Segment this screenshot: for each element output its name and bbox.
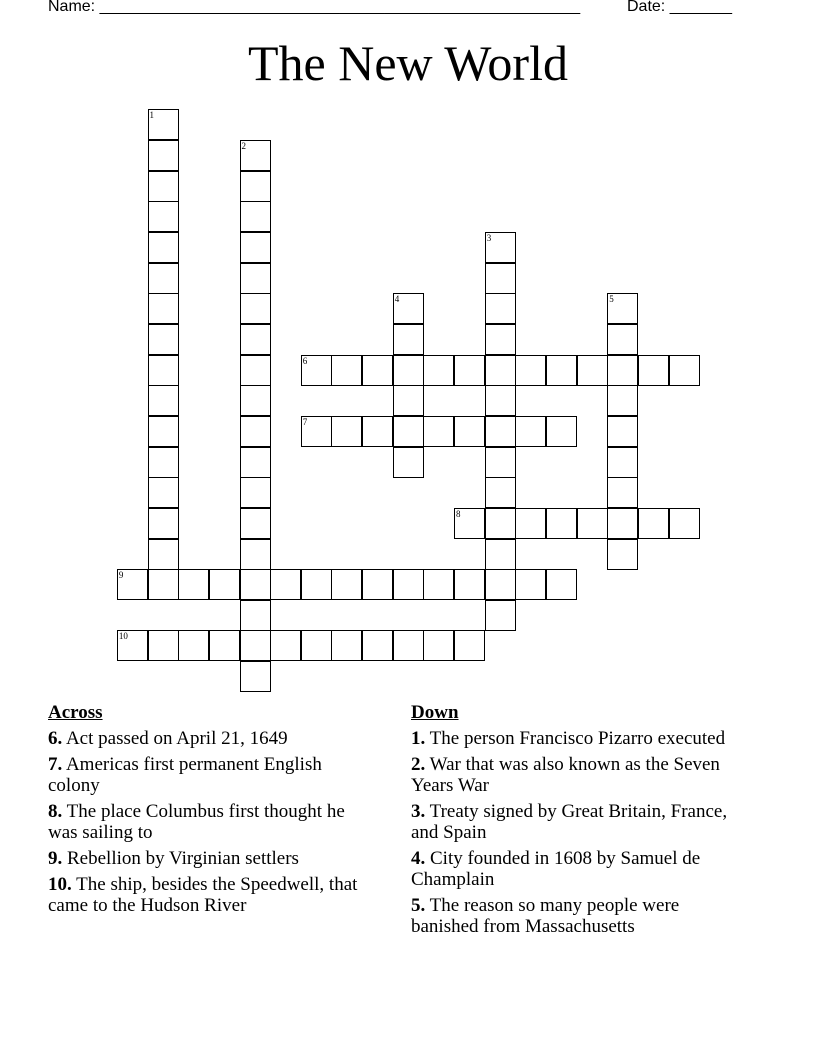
crossword-cell[interactable] — [148, 416, 179, 447]
crossword-cell[interactable] — [423, 416, 454, 447]
cell-number: 9 — [118, 570, 124, 581]
crossword-cell[interactable] — [454, 416, 485, 447]
crossword-cell[interactable] — [270, 630, 301, 661]
clue-text: The person Francisco Pizarro executed — [429, 728, 726, 749]
crossword-cell[interactable] — [240, 630, 271, 661]
down-clues — [411, 702, 741, 942]
crossword-cell[interactable] — [393, 416, 424, 447]
crossword-cell[interactable] — [148, 232, 179, 263]
clue-text: Rebellion by Virginian settlers — [67, 848, 299, 869]
crossword-cell[interactable] — [669, 508, 700, 539]
clue-number: 9. — [48, 848, 63, 869]
crossword-cell[interactable] — [148, 385, 179, 416]
page-title: The New World — [248, 35, 568, 91]
crossword-cell[interactable] — [485, 232, 516, 263]
crossword-cell[interactable] — [485, 447, 516, 478]
cell-number: 2 — [241, 141, 246, 152]
crossword-cell[interactable] — [301, 355, 332, 386]
crossword-cell[interactable] — [362, 630, 393, 661]
clue-across-7 — [48, 754, 378, 796]
crossword-cell[interactable] — [607, 416, 638, 447]
crossword-cell[interactable] — [148, 355, 179, 386]
clue-number: 3. — [411, 801, 426, 822]
date-field-label[interactable]: Date: _______ — [627, 0, 732, 15]
crossword-cell[interactable] — [393, 324, 424, 355]
clue-across-8 — [48, 801, 378, 843]
across-clues — [48, 702, 378, 921]
crossword-cell[interactable] — [485, 569, 516, 600]
clue-number: 2. — [411, 754, 426, 775]
crossword-cell[interactable] — [148, 109, 179, 140]
crossword-cell[interactable] — [393, 569, 424, 600]
clue-text: Act passed on April 21, 1649 — [65, 728, 288, 749]
clue-down-5 — [411, 895, 741, 937]
crossword-cell[interactable] — [240, 324, 271, 355]
crossword-cell[interactable] — [485, 539, 516, 570]
crossword-cell[interactable] — [240, 201, 271, 232]
crossword-cell[interactable] — [607, 539, 638, 570]
crossword-cell[interactable] — [148, 263, 179, 294]
clue-number: 5. — [411, 895, 426, 916]
crossword-cell[interactable] — [607, 355, 638, 386]
cell-number: 8 — [456, 508, 461, 519]
clue-number: 10. — [48, 874, 72, 895]
clue-text: Americas first permanent English colony — [48, 754, 322, 796]
clue-number: 1. — [411, 728, 426, 749]
crossword-cell[interactable] — [240, 447, 271, 478]
crossword-cell[interactable] — [148, 140, 179, 171]
crossword-cell[interactable] — [148, 508, 179, 539]
crossword-cell[interactable] — [270, 569, 301, 600]
clue-number: 8. — [48, 801, 63, 822]
crossword-cell[interactable] — [240, 140, 271, 171]
crossword-cell[interactable] — [454, 569, 485, 600]
crossword-cell[interactable] — [240, 600, 271, 631]
crossword-cell[interactable] — [148, 569, 179, 600]
crossword-cell[interactable] — [423, 630, 454, 661]
crossword-cell[interactable] — [515, 416, 546, 447]
clue-text: The reason so many people were banished from Massachusetts — [411, 895, 680, 937]
crossword-cell[interactable] — [148, 171, 179, 202]
crossword-cell[interactable] — [607, 385, 638, 416]
crossword-cell[interactable] — [393, 385, 424, 416]
clue-down-3 — [411, 801, 741, 843]
crossword-cell[interactable] — [240, 416, 271, 447]
crossword-cell[interactable] — [607, 477, 638, 508]
clue-across-10 — [48, 874, 378, 916]
crossword-cell[interactable] — [485, 355, 516, 386]
crossword-cell[interactable] — [485, 324, 516, 355]
crossword-cell[interactable] — [331, 416, 362, 447]
crossword-cell[interactable] — [485, 263, 516, 294]
cell-number: 3 — [486, 233, 492, 243]
crossword-cell[interactable] — [331, 630, 362, 661]
crossword-cell[interactable] — [362, 355, 393, 386]
crossword-cell[interactable] — [362, 416, 393, 447]
clue-text: Treaty signed by Great Britain, France, and Spain — [411, 801, 728, 843]
crossword-cell[interactable] — [638, 355, 669, 386]
crossword-cell[interactable] — [454, 630, 485, 661]
clue-number: 6. — [48, 728, 63, 749]
crossword-cell[interactable] — [240, 263, 271, 294]
crossword-cell[interactable] — [607, 508, 638, 539]
clue-down-2 — [411, 754, 741, 796]
crossword-cell[interactable] — [638, 508, 669, 539]
clue-across-6 — [48, 728, 378, 749]
crossword-cell[interactable] — [485, 385, 516, 416]
crossword-cell[interactable] — [240, 539, 271, 570]
crossword-cell[interactable] — [577, 355, 608, 386]
crossword-cell[interactable] — [240, 661, 271, 692]
crossword-cell[interactable] — [485, 293, 516, 324]
cell-number: 6 — [302, 355, 308, 366]
crossword-cell[interactable] — [240, 355, 271, 386]
crossword-cell[interactable] — [301, 416, 332, 447]
crossword-cell[interactable] — [117, 630, 148, 661]
crossword-cell[interactable] — [240, 569, 271, 600]
crossword-cell[interactable] — [362, 569, 393, 600]
crossword-cell[interactable] — [240, 385, 271, 416]
crossword-cell[interactable] — [331, 569, 362, 600]
crossword-cell[interactable] — [393, 293, 424, 324]
crossword-cell[interactable] — [148, 293, 179, 324]
crossword-cell[interactable] — [301, 630, 332, 661]
clue-text: City founded in 1608 by Samuel de Champlain — [411, 848, 701, 890]
crossword-cell[interactable] — [393, 447, 424, 478]
crossword-cell[interactable] — [178, 630, 209, 661]
crossword-cell[interactable] — [240, 477, 271, 508]
crossword-cell[interactable] — [393, 630, 424, 661]
clue-text: War that was also known as the Seven Years War — [411, 754, 720, 796]
crossword-cell[interactable] — [148, 477, 179, 508]
crossword-cell[interactable] — [423, 569, 454, 600]
clue-number: 7. — [48, 754, 63, 775]
crossword-cell[interactable] — [485, 600, 516, 631]
crossword-cell[interactable] — [148, 324, 179, 355]
clue-text: The place Columbus first thought he was sailing to — [48, 801, 345, 843]
crossword-cell[interactable] — [301, 569, 332, 600]
crossword-cell[interactable] — [178, 569, 209, 600]
crossword-cell[interactable] — [546, 569, 577, 600]
cell-number: 5 — [609, 294, 614, 305]
cell-number: 4 — [394, 294, 400, 305]
across-heading: Across — [48, 702, 103, 723]
clue-number: 4. — [411, 848, 426, 869]
crossword-cell[interactable] — [148, 447, 179, 478]
crossword-cell[interactable] — [240, 293, 271, 324]
crossword-cell[interactable] — [454, 508, 485, 539]
crossword-cell[interactable] — [546, 355, 577, 386]
crossword-cell[interactable] — [209, 630, 240, 661]
cell-number: 1 — [149, 110, 155, 121]
crossword-cell[interactable] — [148, 630, 179, 661]
crossword-cell[interactable] — [148, 539, 179, 570]
crossword-cell[interactable] — [607, 293, 638, 324]
crossword-cell[interactable] — [485, 508, 516, 539]
cell-number: 10 — [118, 631, 128, 642]
crossword-cell[interactable] — [515, 569, 546, 600]
clue-text: The ship, besides the Speedwell, that came to the Hudson River — [48, 874, 358, 916]
crossword-cell[interactable] — [423, 355, 454, 386]
crossword-cell[interactable] — [393, 355, 424, 386]
crossword-cell[interactable] — [546, 416, 577, 447]
crossword-cell[interactable] — [117, 569, 148, 600]
clue-across-9 — [48, 848, 378, 869]
crossword-cell[interactable] — [240, 232, 271, 263]
crossword-cell[interactable] — [607, 447, 638, 478]
crossword-cell[interactable] — [577, 508, 608, 539]
name-field-label[interactable]: Name: ______________________________________________________ — [48, 0, 581, 15]
cell-number: 7 — [302, 416, 308, 427]
crossword-cell[interactable] — [607, 324, 638, 355]
crossword-cell[interactable] — [546, 508, 577, 539]
crossword-cell[interactable] — [515, 508, 546, 539]
crossword-cell[interactable] — [240, 171, 271, 202]
crossword-cell[interactable] — [515, 355, 546, 386]
clue-down-4 — [411, 848, 741, 890]
crossword-cell[interactable] — [209, 569, 240, 600]
down-heading: Down — [411, 702, 459, 723]
crossword-cell[interactable] — [485, 416, 516, 447]
crossword-cell[interactable] — [240, 508, 271, 539]
crossword-cell[interactable] — [454, 355, 485, 386]
crossword-cell[interactable] — [485, 477, 516, 508]
crossword-cell[interactable] — [148, 201, 179, 232]
clue-down-1 — [411, 728, 741, 749]
crossword-cell[interactable] — [669, 355, 700, 386]
crossword-cell[interactable] — [331, 355, 362, 386]
